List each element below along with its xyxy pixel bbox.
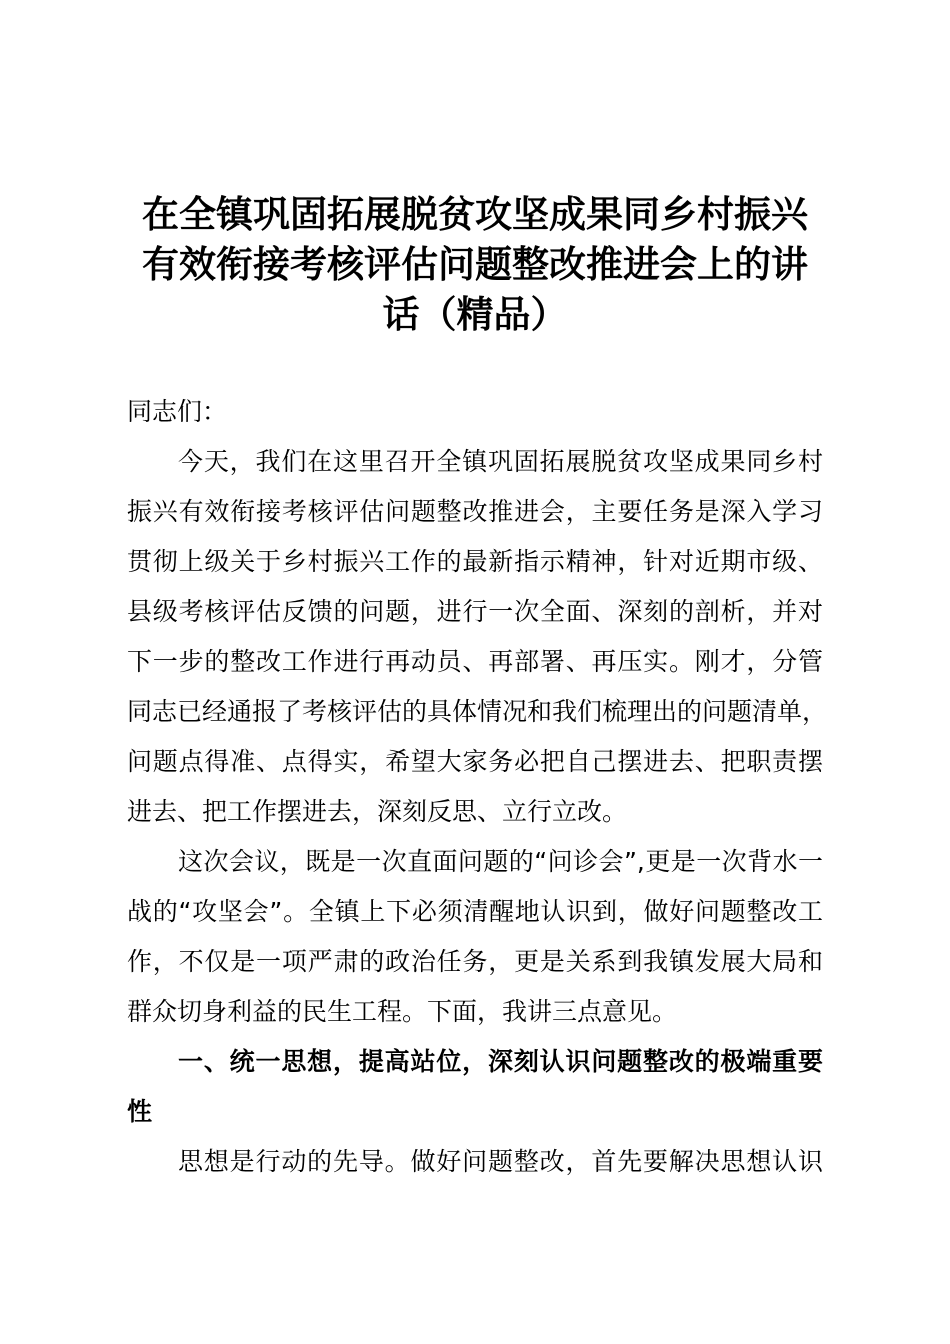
- text-line: 群众切身利益的民生工程。下面，我讲三点意见。: [127, 997, 678, 1026]
- title-line: 有效衔接考核评估问题整改推进会上的讲: [142, 243, 808, 286]
- paragraph-3: [127, 1137, 823, 1187]
- heading-line: 一、统一思想，提高站位，深刻认识问题整改的极端重要: [178, 1047, 823, 1076]
- text-line: 作，不仅是一项严肃的政治任务，更是关系到我镇发展大局和: [127, 947, 823, 976]
- document-body: [127, 387, 828, 1187]
- paragraph-1: [127, 437, 828, 837]
- text-line: 战的“攻坚会”。全镇上下必须清醒地认识到，做好问题整改工: [127, 897, 823, 926]
- paragraph-2: [127, 837, 823, 1037]
- text-line: 振兴有效衔接考核评估问题整改推进会，主要任务是深入学习: [127, 497, 823, 526]
- text-line: 这次会议，既是一次直面问题的“问诊会”,更是一次背水一: [178, 847, 823, 876]
- text-line: 今天，我们在这里召开全镇巩固拓展脱贫攻坚成果同乡村: [178, 447, 823, 476]
- heading-line: 性: [127, 1097, 153, 1126]
- text-line: 进去、把工作摆进去，深刻反思、立行立改。: [127, 797, 628, 826]
- text-line: 思想是行动的先导。做好问题整改，首先要解决思想认识: [178, 1147, 823, 1176]
- text-line: 下一步的整改工作进行再动员、再部署、再压实。刚才，分管: [127, 647, 823, 676]
- document-title: [120, 190, 830, 340]
- section-heading-1: [127, 1037, 823, 1137]
- salutation: 同志们：: [127, 397, 228, 426]
- title-line: 话（精品）: [382, 293, 568, 336]
- text-line: 问题点得准、点得实，希望大家务必把自己摆进去、把职责摆: [127, 747, 823, 776]
- title-line: 在全镇巩固拓展脱贫攻坚成果同乡村振兴: [142, 193, 808, 236]
- text-line: 同志已经通报了考核评估的具体情况和我们梳理出的问题清单，: [127, 697, 828, 726]
- text-line: 贯彻上级关于乡村振兴工作的最新指示精神，针对近期市级、: [127, 547, 823, 576]
- text-line: 县级考核评估反馈的问题，进行一次全面、深刻的剖析，并对: [127, 597, 823, 626]
